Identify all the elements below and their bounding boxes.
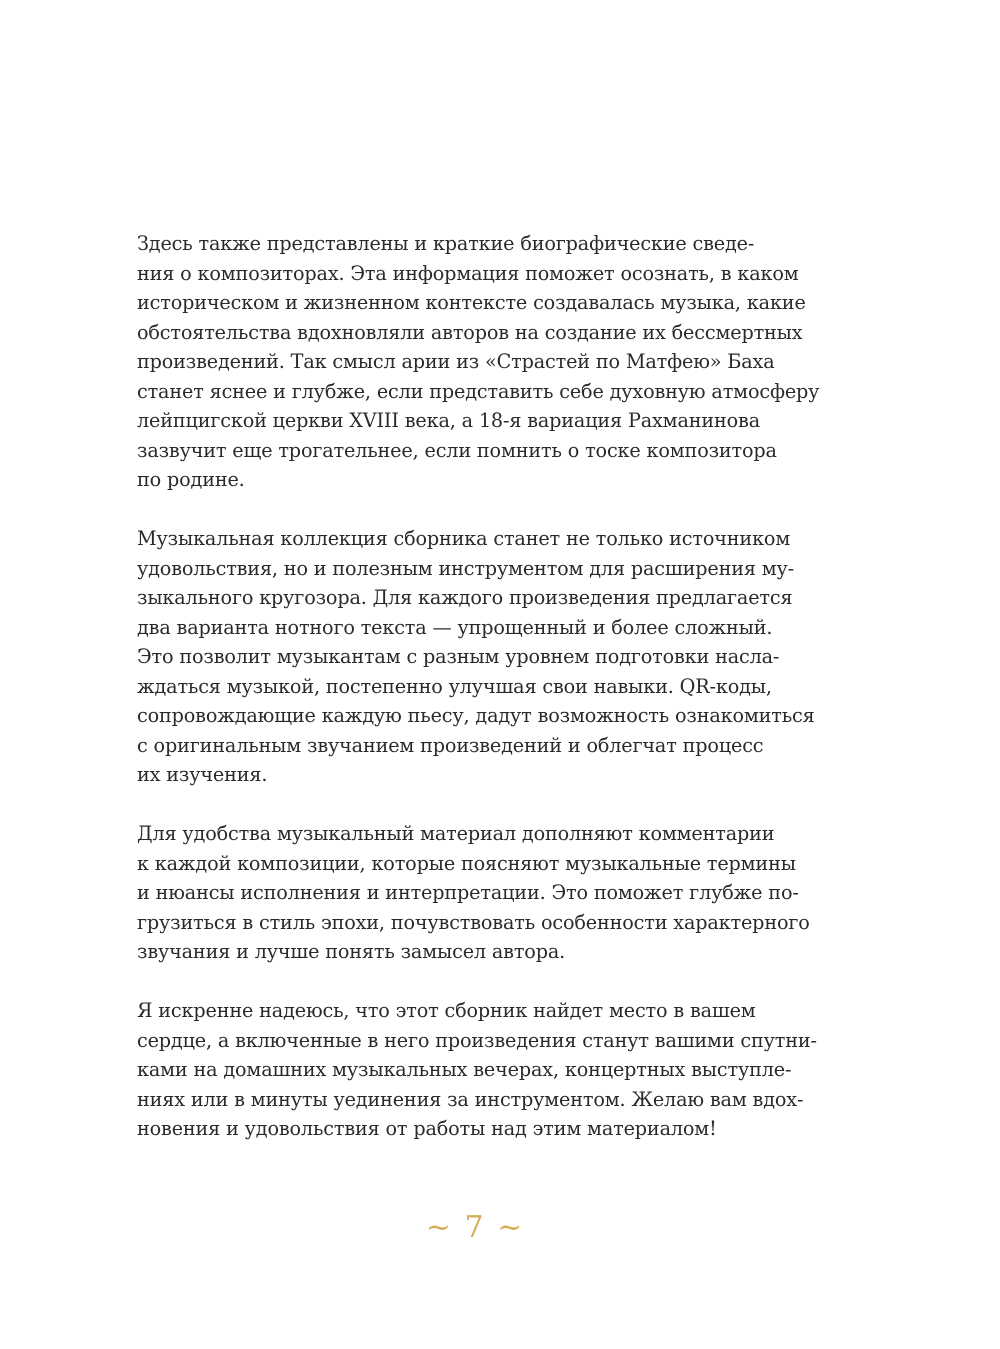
text-line: два варианта нотного текста — упрощенный и более сложный. xyxy=(137,615,773,639)
text-line: и нюансы исполнения и интерпретации. Это поможет глубже по- xyxy=(137,881,799,904)
text-line: грузиться в стиль эпохи, почувствовать особенности характерного xyxy=(137,910,810,934)
text-line: станет яснее и глубже, если представить себе духовную атмосферу xyxy=(137,379,820,403)
paragraph-biographies xyxy=(137,229,837,495)
text-line: ками на домашних музыкальных вечерах, концертных выступле- xyxy=(137,1058,792,1081)
text-line: зазвучит еще трогательнее, если помнить о тоске композитора xyxy=(137,438,777,462)
text-line: Музыкальная коллекция сборника станет не только источником xyxy=(137,527,791,550)
text-line: историческом и жизненном контексте создавалась музыка, какие xyxy=(137,291,806,314)
paragraph-closing xyxy=(137,996,837,1144)
text-line: сердце, а включенные в него произведения станут вашими спутни- xyxy=(137,1028,817,1052)
text-line: звучания и лучше понять замысел автора. xyxy=(137,940,566,963)
text-line: Здесь также представлены и краткие биографические сведе- xyxy=(137,232,755,255)
text-line: произведений. Так смысл арии из «Страстей по Матфею» Баха xyxy=(137,350,775,373)
text-line: новения и удовольствия от работы над этим материалом! xyxy=(137,1117,717,1140)
paragraph-comments xyxy=(137,819,837,967)
page-number: ~ 7 ~ xyxy=(425,1210,525,1245)
text-line: к каждой композиции, которые поясняют музыкальные термины xyxy=(137,851,796,875)
paragraph-collection xyxy=(137,524,837,790)
text-line: Для удобства музыкальный материал дополняют комментарии xyxy=(137,822,775,845)
text-line: ния о композиторах. Эта информация поможет осознать, в каком xyxy=(137,261,799,285)
text-line: с оригинальным звучанием произведений и облегчат процесс xyxy=(137,733,764,757)
text-line: ждаться музыкой, постепенно улучшая свои навыки. QR-коды, xyxy=(137,674,772,698)
text-line: удовольствия, но и полезным инструментом для расширения му- xyxy=(137,556,794,580)
text-line: Я искренне надеюсь, что этот сборник найдет место в вашем xyxy=(137,999,756,1022)
text-line: обстоятельства вдохновляли авторов на создание их бессмертных xyxy=(137,320,803,344)
text-line: их изучения. xyxy=(137,763,268,786)
text-line: сопровождающие каждую пьесу, дадут возможность ознакомиться xyxy=(137,704,815,727)
text-line: Это позволит музыкантам с разным уровнем подготовки насла- xyxy=(137,645,780,668)
body-text xyxy=(137,229,837,1173)
text-line: ниях или в минуты уединения за инструментом. Желаю вам вдох- xyxy=(137,1087,804,1111)
text-line: лейпцигской церкви XVIII века, а 18-я вариация Рахманинова xyxy=(137,409,760,432)
text-line: зыкального кругозора. Для каждого произведения предлагается xyxy=(137,586,793,609)
text-line: по родине. xyxy=(137,468,245,491)
